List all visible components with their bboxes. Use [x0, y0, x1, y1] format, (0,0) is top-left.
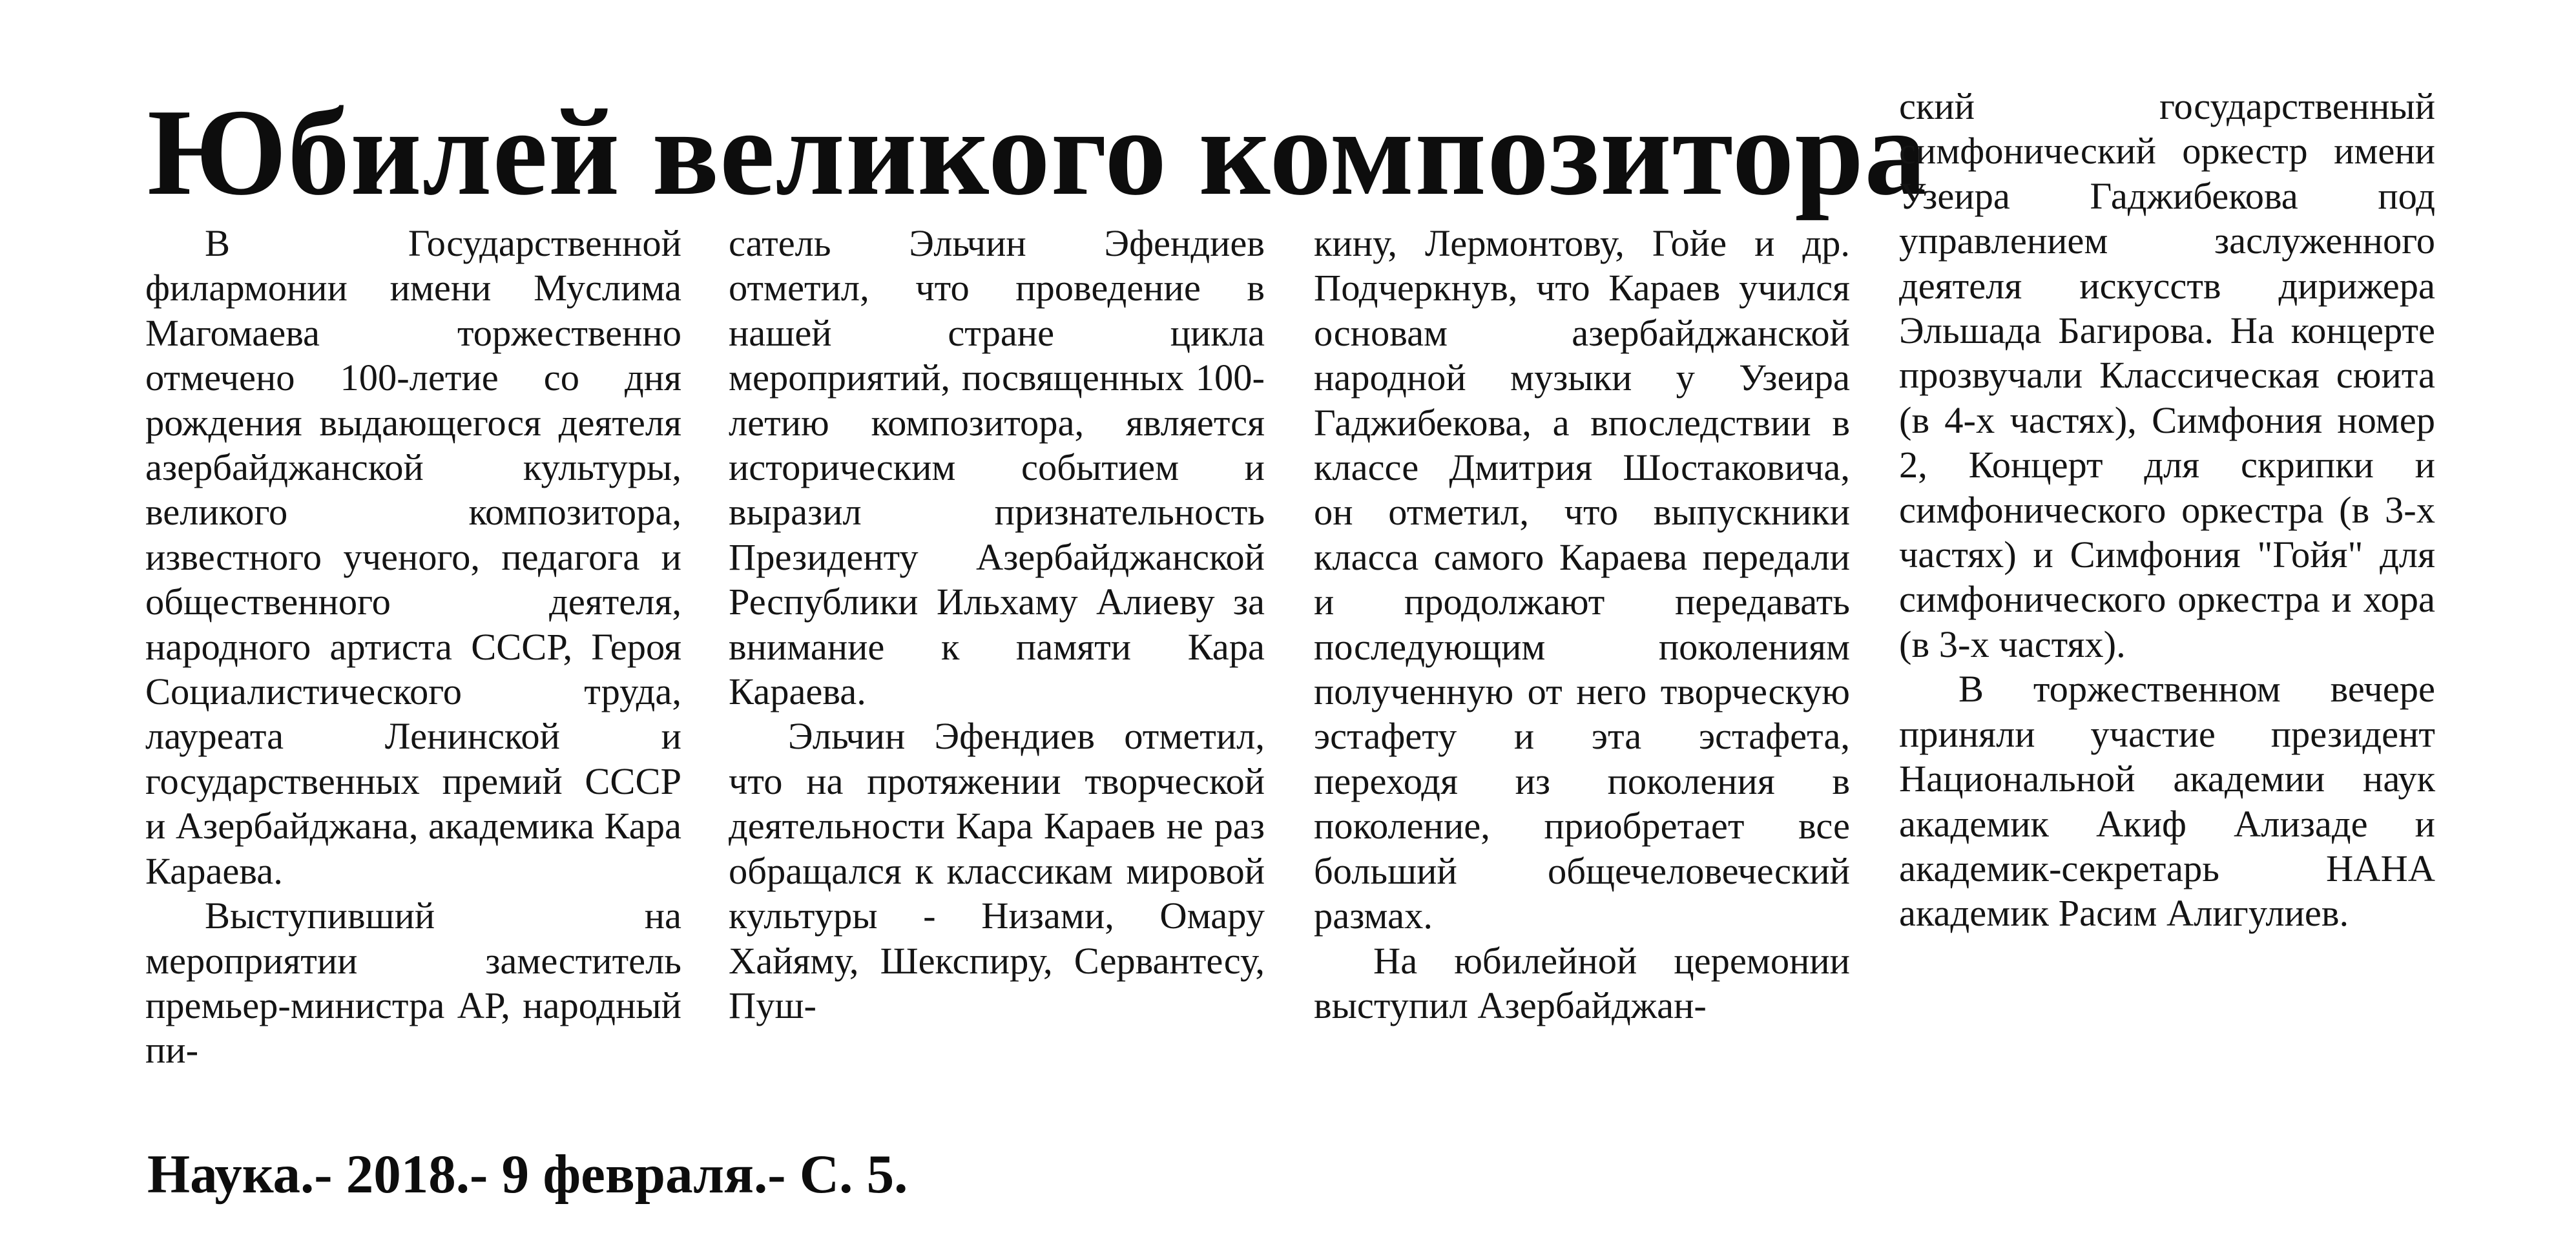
paragraph: кину, Лермонтову, Гойе и др. Подчеркнув, что Караев учился основам азербайджанской народной музыки у Узеира Гаджибекова, а впоследствии в классе Дмитрия Шостаковича, он отметил, что выпускники класса самого Караева передали и продолжают передавать последующим поколениям полученную от него творческую эстафету и эта эстафета, переходя из поколения в поколение, приобретает все больший общечеловеческий размах. [1314, 222, 1850, 937]
paragraph: В торжественном вечере приняли участие президент Национальной академии наук академик Акиф Ализаде и академик-секретарь НАНА академик Расим Алигулиев. [1899, 668, 2435, 935]
article-column-4 [1899, 84, 2435, 936]
paragraph: На юбилейной церемонии выступил Азербайджан- [1314, 939, 1850, 1026]
paragraph: В Государственной филармонии имени Муслима Магомаева торжественно отмечено 100-летие со дня рождения выдающегося деятеля азербайджанской культуры, великого композитора, известного ученого, педагога и общественного деятеля, народного артиста СССР, Героя Социалистического труда, лауреата Ленинской и государственных премий СССР и Азербайджана, академика Кара Караева. [145, 222, 681, 892]
paragraph: Эльчин Эфендиев отметил, что на протяжении творческой деятельности Кара Караев не раз обращался к классикам мировой культуры - Низами, Омару Хайяму, Шекспиру, Сервантесу, Пуш- [729, 715, 1265, 1026]
article-headline: Юбилей великого композитора [147, 83, 1927, 221]
paragraph: ский государственный симфонический оркестр имени Узеира Гаджибекова под управлением заслуженного деятеля искусств дирижера Эльшада Багирова. На концерте прозвучали Классическая сюита (в 4-х частях), Симфония номер 2, Концерт для скрипки и симфонического оркестра (в 3-х частях) и Симфония "Гойя" для симфонического оркестра и хора (в 3-х частях). [1899, 85, 2435, 665]
paragraph: сатель Эльчин Эфендиев отметил, что проведение в нашей стране цикла мероприятий, посвященных 100-летию композитора, является историческим событием и выразил признательность Президенту Азербайджанской Республики Ильхаму Алиеву за внимание к памяти Кара Караева. [729, 222, 1265, 713]
source-citation: Наука.- 2018.- 9 февраля.- С. 5. [147, 1144, 908, 1205]
article-column-2 [729, 221, 1265, 1028]
article-column-1 [145, 221, 681, 1073]
paragraph: Выступивший на мероприятии заместитель премьер-министра АР, народный пи- [145, 895, 681, 1072]
article-column-3 [1314, 221, 1850, 1028]
